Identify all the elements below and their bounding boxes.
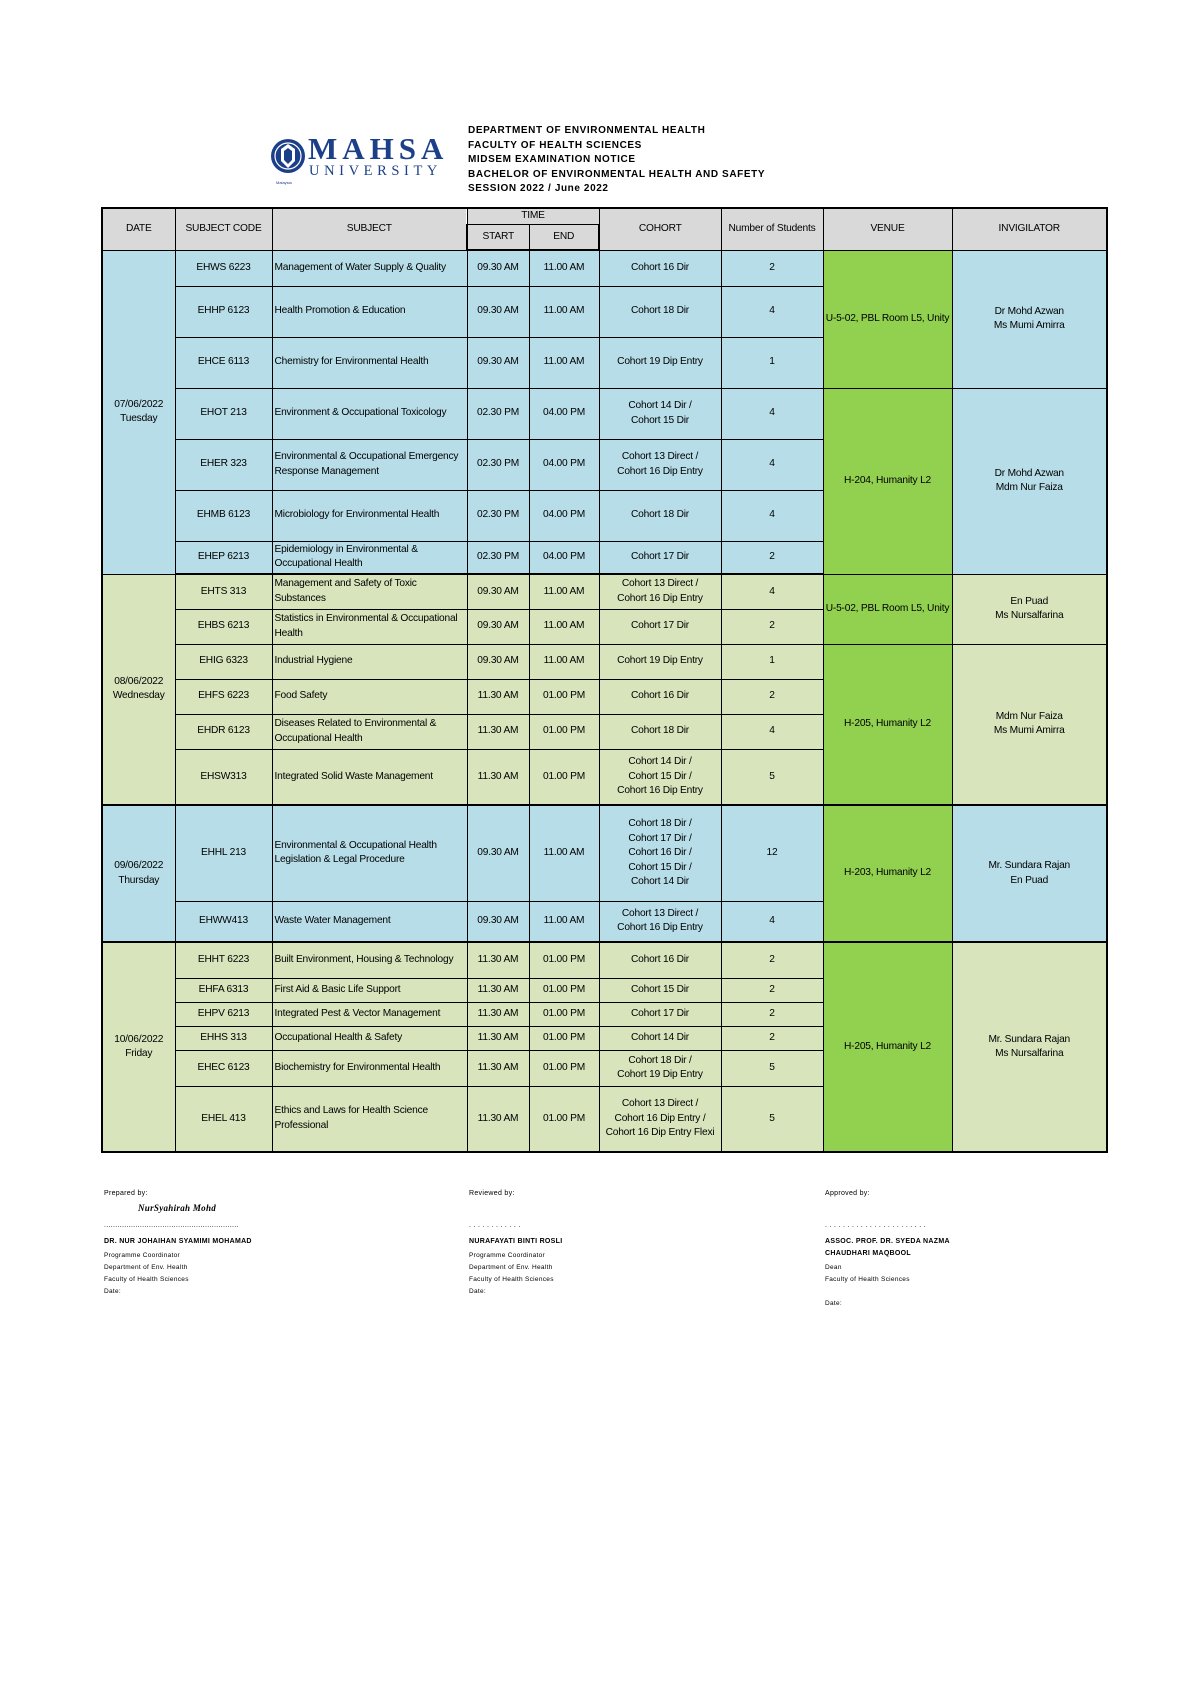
mahsa-university-logo (270, 133, 460, 189)
header-venue: VENUE (823, 208, 952, 250)
start-time-cell: 09.30 AM (467, 250, 529, 286)
students-cell: 2 (721, 942, 823, 978)
end-time-cell: 01.00 PM (529, 1002, 599, 1026)
cohort-cell: Cohort 18 Dir (599, 286, 721, 337)
approved-by-block (825, 1188, 950, 1310)
start-time-cell: 02.30 PM (467, 439, 529, 490)
notice-title: MIDSEM EXAMINATION NOTICE (468, 154, 636, 166)
students-cell: 5 (721, 1050, 823, 1086)
reviewed-by-faculty: Faculty of Health Sciences (469, 1276, 554, 1283)
subject-cell: Industrial Hygiene (272, 644, 467, 679)
cohort-cell: Cohort 14 Dir (599, 1026, 721, 1050)
subject-cell: Environmental & Occupational Emergency Response Management (272, 439, 467, 490)
subject-cell: Built Environment, Housing & Technology (272, 942, 467, 978)
reviewed-by-name: NURAFAYATI BINTI ROSLI (469, 1238, 563, 1245)
university-crest-icon (270, 135, 306, 179)
session-title: SESSION 2022 / June 2022 (468, 183, 609, 195)
venue-cell: U-5-02, PBL Room L5, Unity (823, 250, 952, 388)
approved-by-label: Approved by: (825, 1190, 870, 1197)
header-subject-code: SUBJECT CODE (175, 208, 272, 250)
students-cell: 4 (721, 574, 823, 609)
faculty-title: FACULTY OF HEALTH SCIENCES (468, 139, 642, 151)
cohort-cell: Cohort 18 Dir (599, 490, 721, 541)
subject-code-cell: EHEL 413 (175, 1086, 272, 1152)
end-time-cell: 04.00 PM (529, 541, 599, 574)
cohort-cell: Cohort 15 Dir (599, 978, 721, 1002)
prepared-by-date: Date: (104, 1288, 122, 1295)
cohort-cell: Cohort 14 Dir / Cohort 15 Dir / Cohort 16 Dip Entry (599, 749, 721, 805)
table-row (102, 388, 1107, 439)
subject-code-cell: EHIG 6323 (175, 644, 272, 679)
cohort-cell: Cohort 19 Dip Entry (599, 337, 721, 388)
subject-cell: Integrated Solid Waste Management (272, 749, 467, 805)
start-time-cell: 11.30 AM (467, 714, 529, 749)
reviewed-by-label: Reviewed by: (469, 1190, 515, 1197)
date-cell: 10/06/2022 Friday (102, 942, 175, 1152)
subject-code-cell: EHHL 213 (175, 805, 272, 901)
reviewed-by-date: Date: (469, 1288, 487, 1295)
logo-word-university: UNIVERSITY (309, 163, 442, 179)
start-time-cell: 09.30 AM (467, 644, 529, 679)
subject-code-cell: EHHT 6223 (175, 942, 272, 978)
cohort-cell: Cohort 17 Dir (599, 1002, 721, 1026)
subject-cell: Management of Water Supply & Quality (272, 250, 467, 286)
end-time-cell: 01.00 PM (529, 714, 599, 749)
approved-by-date: Date: (825, 1300, 843, 1307)
department-title: DEPARTMENT OF ENVIRONMENTAL HEALTH (468, 125, 706, 136)
subject-code-cell: EHMB 6123 (175, 490, 272, 541)
approved-by-name-line2: CHAUDHARI MAQBOOL (825, 1250, 911, 1257)
exam-schedule-table (101, 207, 1108, 1153)
end-time-cell: 04.00 PM (529, 388, 599, 439)
prepared-by-signature: NurSyahirah Mohd (138, 1203, 217, 1213)
subject-code-cell: EHEP 6213 (175, 541, 272, 574)
start-time-cell: 11.30 AM (467, 749, 529, 805)
table-row (102, 805, 1107, 901)
prepared-by-department: Department of Env. Health (104, 1264, 188, 1271)
cohort-cell: Cohort 13 Direct / Cohort 16 Dip Entry (599, 439, 721, 490)
cohort-cell: Cohort 17 Dir (599, 541, 721, 574)
signature-line: . . . . . . . . . . . . . . . . . . . . . . . (825, 1222, 927, 1229)
students-cell: 5 (721, 1086, 823, 1152)
logo-word-mahsa: MAHSA (308, 131, 449, 166)
students-cell: 4 (721, 901, 823, 942)
subject-cell: Waste Water Management (272, 901, 467, 942)
header-number-of-students: Number of Students (721, 208, 823, 250)
end-time-cell: 11.00 AM (529, 901, 599, 942)
document-header (270, 124, 1030, 210)
invigilator-cell: Mr. Sundara Rajan En Puad (952, 805, 1107, 942)
invigilator-cell: Mr. Sundara Rajan Ms Nursalfarina (952, 942, 1107, 1152)
table-row (102, 574, 1107, 609)
end-time-cell: 11.00 AM (529, 574, 599, 609)
subject-code-cell: EHSW313 (175, 749, 272, 805)
prepared-by-name: DR. NUR JOHAIHAN SYAMIMI MOHAMAD (104, 1238, 252, 1245)
subject-cell: Management and Safety of Toxic Substances (272, 574, 467, 609)
cohort-cell: Cohort 16 Dir (599, 679, 721, 714)
subject-code-cell: EHDR 6123 (175, 714, 272, 749)
cohort-cell: Cohort 18 Dir (599, 714, 721, 749)
subject-cell: Environmental & Occupational Health Legislation & Legal Procedure (272, 805, 467, 901)
subject-cell: Microbiology for Environmental Health (272, 490, 467, 541)
students-cell: 2 (721, 609, 823, 644)
students-cell: 2 (721, 1026, 823, 1050)
start-time-cell: 11.30 AM (467, 1002, 529, 1026)
venue-cell: H-205, Humanity L2 (823, 644, 952, 805)
header-cohort: COHORT (599, 208, 721, 250)
cohort-cell: Cohort 17 Dir (599, 609, 721, 644)
start-time-cell: 02.30 PM (467, 541, 529, 574)
students-cell: 2 (721, 679, 823, 714)
header-start: START (467, 224, 529, 250)
date-cell: 08/06/2022 Wednesday (102, 574, 175, 805)
students-cell: 4 (721, 286, 823, 337)
subject-code-cell: EHCE 6113 (175, 337, 272, 388)
cohort-cell: Cohort 14 Dir / Cohort 15 Dir (599, 388, 721, 439)
invigilator-cell: En Puad Ms Nursalfarina (952, 574, 1107, 644)
start-time-cell: 11.30 AM (467, 679, 529, 714)
students-cell: 2 (721, 250, 823, 286)
table-row (102, 644, 1107, 679)
students-cell: 5 (721, 749, 823, 805)
subject-cell: Chemistry for Environmental Health (272, 337, 467, 388)
invigilator-cell: Dr Mohd Azwan Mdm Nur Faiza (952, 388, 1107, 574)
venue-cell: U-5-02, PBL Room L5, Unity (823, 574, 952, 644)
students-cell: 2 (721, 1002, 823, 1026)
end-time-cell: 04.00 PM (529, 439, 599, 490)
subject-code-cell: EHBS 6213 (175, 609, 272, 644)
end-time-cell: 04.00 PM (529, 490, 599, 541)
prepared-by-label: Prepared by: (104, 1190, 148, 1197)
prepared-by-faculty: Faculty of Health Sciences (104, 1276, 189, 1283)
subject-code-cell: EHOT 213 (175, 388, 272, 439)
subject-code-cell: EHHP 6123 (175, 286, 272, 337)
subject-code-cell: EHER 323 (175, 439, 272, 490)
cohort-cell: Cohort 13 Direct / Cohort 16 Dip Entry (599, 901, 721, 942)
end-time-cell: 11.00 AM (529, 644, 599, 679)
subject-code-cell: EHEC 6123 (175, 1050, 272, 1086)
start-time-cell: 02.30 PM (467, 388, 529, 439)
header-subject: SUBJECT (272, 208, 467, 250)
table-row (102, 250, 1107, 286)
start-time-cell: 11.30 AM (467, 1086, 529, 1152)
start-time-cell: 02.30 PM (467, 490, 529, 541)
end-time-cell: 01.00 PM (529, 679, 599, 714)
subject-cell: Diseases Related to Environmental & Occupational Health (272, 714, 467, 749)
start-time-cell: 09.30 AM (467, 901, 529, 942)
header-date: DATE (102, 208, 175, 250)
subject-cell: Food Safety (272, 679, 467, 714)
start-time-cell: 11.30 AM (467, 1026, 529, 1050)
programme-title: BACHELOR OF ENVIRONMENTAL HEALTH AND SAFETY (468, 168, 766, 180)
end-time-cell: 01.00 PM (529, 1026, 599, 1050)
start-time-cell: 09.30 AM (467, 609, 529, 644)
logo-subtitle: Malaysia (276, 180, 292, 185)
start-time-cell: 09.30 AM (467, 286, 529, 337)
subject-cell: Integrated Pest & Vector Management (272, 1002, 467, 1026)
start-time-cell: 09.30 AM (467, 574, 529, 609)
header-text-block (468, 124, 765, 197)
prepared-by-block (104, 1188, 252, 1298)
students-cell: 4 (721, 439, 823, 490)
reviewed-by-block (469, 1188, 562, 1298)
end-time-cell: 11.00 AM (529, 250, 599, 286)
subject-cell: Ethics and Laws for Health Science Professional (272, 1086, 467, 1152)
cohort-cell: Cohort 13 Direct / Cohort 16 Dip Entry (599, 574, 721, 609)
date-cell: 09/06/2022 Thursday (102, 805, 175, 942)
subject-cell: Biochemistry for Environmental Health (272, 1050, 467, 1086)
start-time-cell: 09.30 AM (467, 337, 529, 388)
subject-cell: Environment & Occupational Toxicology (272, 388, 467, 439)
subject-cell: Occupational Health & Safety (272, 1026, 467, 1050)
students-cell: 2 (721, 978, 823, 1002)
subject-code-cell: EHHS 313 (175, 1026, 272, 1050)
subject-cell: First Aid & Basic Life Support (272, 978, 467, 1002)
signature-line: ............................................................ (104, 1222, 239, 1229)
cohort-cell: Cohort 18 Dir / Cohort 19 Dip Entry (599, 1050, 721, 1086)
subject-code-cell: EHFS 6223 (175, 679, 272, 714)
cohort-cell: Cohort 18 Dir / Cohort 17 Dir / Cohort 16 Dir / Cohort 15 Dir / Cohort 14 Dir (599, 805, 721, 901)
table-row (102, 942, 1107, 978)
date-cell: 07/06/2022 Tuesday (102, 250, 175, 574)
students-cell: 4 (721, 388, 823, 439)
students-cell: 1 (721, 337, 823, 388)
end-time-cell: 01.00 PM (529, 978, 599, 1002)
end-time-cell: 01.00 PM (529, 942, 599, 978)
subject-code-cell: EHWS 6223 (175, 250, 272, 286)
students-cell: 1 (721, 644, 823, 679)
end-time-cell: 01.00 PM (529, 1050, 599, 1086)
invigilator-cell: Mdm Nur Faiza Ms Mumi Amirra (952, 644, 1107, 805)
cohort-cell: Cohort 19 Dip Entry (599, 644, 721, 679)
start-time-cell: 09.30 AM (467, 805, 529, 901)
approved-by-name: ASSOC. PROF. DR. SYEDA NAZMA (825, 1238, 950, 1245)
students-cell: 4 (721, 714, 823, 749)
venue-cell: H-205, Humanity L2 (823, 942, 952, 1152)
students-cell: 4 (721, 490, 823, 541)
cohort-cell: Cohort 13 Direct / Cohort 16 Dip Entry / Cohort 16 Dip Entry Flexi (599, 1086, 721, 1152)
reviewed-by-role: Programme Coordinator (469, 1252, 546, 1259)
start-time-cell: 11.30 AM (467, 978, 529, 1002)
students-cell: 2 (721, 541, 823, 574)
reviewed-by-department: Department of Env. Health (469, 1264, 553, 1271)
subject-code-cell: EHFA 6313 (175, 978, 272, 1002)
end-time-cell: 11.00 AM (529, 805, 599, 901)
subject-code-cell: EHWW413 (175, 901, 272, 942)
invigilator-cell: Dr Mohd Azwan Ms Mumi Amirra (952, 250, 1107, 388)
header-end: END (529, 224, 599, 250)
end-time-cell: 11.00 AM (529, 337, 599, 388)
header-invigilator: INVIGILATOR (952, 208, 1107, 250)
approved-by-faculty: Faculty of Health Sciences (825, 1276, 910, 1283)
start-time-cell: 11.30 AM (467, 942, 529, 978)
approved-by-role: Dean (825, 1264, 842, 1271)
signature-line: . . . . . . . . . . . . (469, 1222, 521, 1229)
header-time: TIME (467, 208, 599, 224)
subject-code-cell: EHPV 6213 (175, 1002, 272, 1026)
prepared-by-role: Programme Coordinator (104, 1252, 181, 1259)
cohort-cell: Cohort 16 Dir (599, 942, 721, 978)
end-time-cell: 11.00 AM (529, 286, 599, 337)
start-time-cell: 11.30 AM (467, 1050, 529, 1086)
subject-code-cell: EHTS 313 (175, 574, 272, 609)
venue-cell: H-203, Humanity L2 (823, 805, 952, 942)
venue-cell: H-204, Humanity L2 (823, 388, 952, 574)
end-time-cell: 11.00 AM (529, 609, 599, 644)
subject-cell: Health Promotion & Education (272, 286, 467, 337)
subject-cell: Epidemiology in Environmental & Occupational Health (272, 541, 467, 574)
end-time-cell: 01.00 PM (529, 749, 599, 805)
cohort-cell: Cohort 16 Dir (599, 250, 721, 286)
students-cell: 12 (721, 805, 823, 901)
end-time-cell: 01.00 PM (529, 1086, 599, 1152)
subject-cell: Statistics in Environmental & Occupational Health (272, 609, 467, 644)
